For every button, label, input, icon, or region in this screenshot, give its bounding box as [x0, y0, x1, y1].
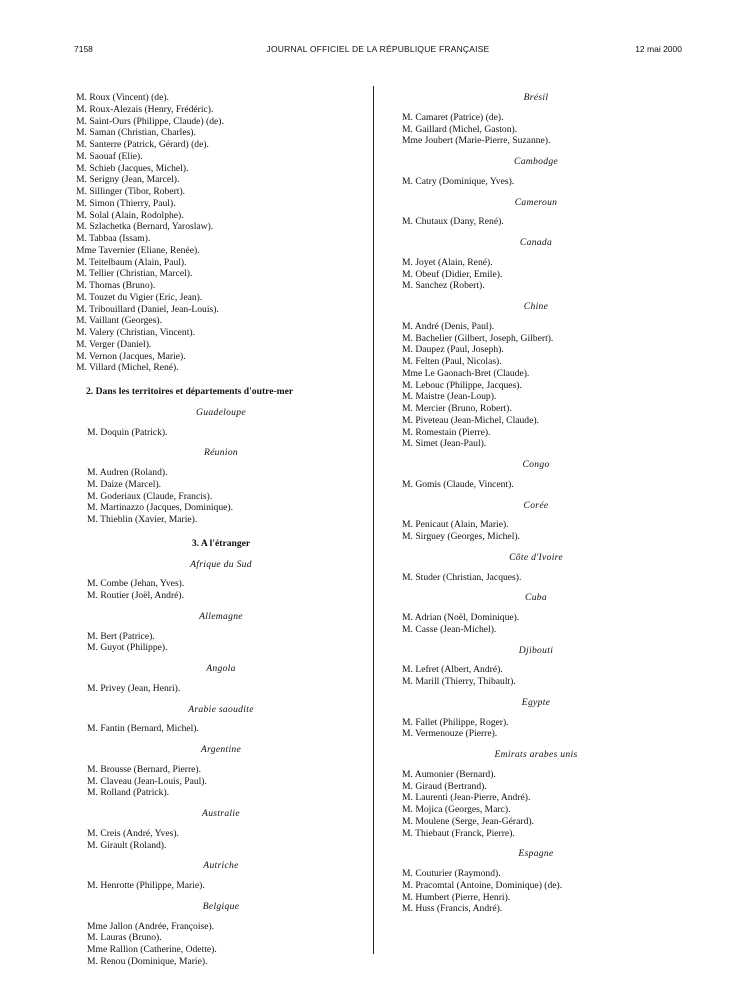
name-entry: M. Obeuf (Didier, Emile).: [402, 268, 503, 280]
name-entry: M. Maistre (Jean-Loup).: [402, 391, 497, 403]
name-entry: M. Girault (Roland).: [87, 839, 167, 851]
name-entry: M. Chutaux (Dany, René).: [402, 216, 504, 228]
name-entry: M. Vaillant (Georges).: [76, 315, 162, 327]
name-entry: M. Couturier (Raymond).: [402, 868, 501, 879]
country-heading: Emirats arabes unis: [494, 749, 578, 760]
name-entry: M. Catry (Dominique, Yves).: [402, 175, 515, 187]
name-entry: M. Sirguey (Georges, Michel).: [402, 531, 520, 542]
name-entry: M. Audren (Roland).: [87, 467, 168, 478]
country-heading: Autriche: [203, 860, 239, 872]
name-entry: M. Daupez (Paul, Joseph).: [402, 344, 504, 356]
journal-title: JOURNAL OFFICIEL DE LA RÉPUBLIQUE FRANÇAISE: [266, 44, 490, 54]
name-entry: M. Renou (Dominique, Marie).: [87, 955, 208, 967]
country-heading: Cuba: [525, 592, 547, 604]
name-entry: M. Santerre (Patrick, Gérard) (de).: [76, 139, 209, 150]
country-heading: Congo: [522, 459, 550, 470]
country-heading: Corée: [523, 499, 549, 511]
name-entry: M. Martinazzo (Jacques, Dominique).: [87, 502, 233, 514]
name-entry: M. Valery (Christian, Vincent).: [76, 327, 195, 338]
country-heading: Afrique du Sud: [190, 558, 252, 570]
name-entry: M. Piveteau (Jean-Michel, Claude).: [402, 414, 539, 426]
name-entry: M. Sanchez (Robert).: [402, 280, 485, 292]
name-entry: M. Vernon (Jacques, Marie).: [76, 350, 186, 362]
country-heading: Chine: [523, 301, 549, 312]
name-entry: Mme Tavernier (Eliane, Renée).: [76, 244, 200, 256]
name-entry: M. Roux (Vincent) (de).: [76, 92, 169, 103]
name-entry: M. Villard (Michel, René).: [76, 362, 179, 374]
name-entry: M. Roux-Alezais (Henry, Frédéric).: [76, 103, 214, 115]
country-groups: [391, 92, 681, 915]
name-entry: M. Adrian (Noël, Dominique).: [402, 612, 520, 623]
name-entry: M. Laurenti (Jean-Pierre, André).: [402, 792, 531, 804]
country-heading: Arabie saoudite: [188, 703, 254, 715]
name-entry: M. Vermenouze (Pierre).: [402, 728, 498, 740]
name-entry: M. Saouaf (Elie).: [76, 150, 143, 162]
country-heading: Belgique: [202, 900, 240, 912]
section-outre-mer-groups: [76, 407, 366, 526]
section-etranger-groups: [76, 559, 366, 968]
name-entry: M. Sillinger (Tibor, Robert).: [76, 186, 186, 197]
name-entry: M. Tribouillard (Daniel, Jean-Louis).: [76, 303, 219, 315]
country-heading: Réunion: [203, 447, 239, 459]
name-entry: M. Giraud (Bertrand).: [402, 780, 487, 792]
name-entry: M. Thieblin (Xavier, Marie).: [87, 514, 198, 525]
name-entry: M. Serigny (Jean, Marcel).: [76, 174, 180, 186]
country-heading: Angola: [206, 663, 236, 674]
name-entry: M. Penicaut (Alain, Marie).: [402, 519, 509, 531]
country-heading: Allemagne: [199, 610, 243, 622]
country-heading: Cambodge: [514, 156, 558, 167]
country-heading: Djibouti: [518, 644, 554, 656]
section-title-outre-mer: 2. Dans les territoires et départements d'outre-mer: [86, 386, 294, 397]
name-entry: M. Lefret (Albert, André).: [402, 664, 503, 676]
country-heading: Australie: [202, 808, 240, 819]
country-heading: Cameroun: [514, 196, 558, 208]
name-entry: M. Bert (Patrice).: [87, 630, 155, 642]
name-entry: M. Gaillard (Michel, Gaston).: [402, 123, 518, 135]
name-entry: M. Szlachetka (Bernard, Yaroslaw).: [76, 221, 214, 233]
country-heading: Canada: [519, 237, 553, 248]
name-entry: M. Daize (Marcel).: [87, 478, 162, 490]
name-entry: M. Privey (Jean, Henri).: [87, 682, 181, 694]
name-entry: M. Touzet du Vigier (Eric, Jean).: [76, 291, 203, 303]
name-entry: M. Lauras (Bruno).: [87, 932, 162, 944]
name-entry: M. Combe (Jehan, Yves).: [87, 578, 185, 590]
name-entry: Mme Le Gaonach-Bret (Claude).: [402, 367, 530, 379]
name-entry: M. Mojica (Georges, Marc).: [402, 804, 511, 815]
name-entry: M. Studer (Christian, Jacques).: [402, 571, 522, 583]
name-entry: M. Henrotte (Philippe, Marie).: [87, 880, 205, 891]
name-entry: M. Tellier (Christian, Marcel).: [76, 268, 193, 280]
page-header: [74, 44, 682, 58]
country-heading: Côte d'Ivoire: [509, 551, 563, 563]
name-entry: M. Schieb (Jacques, Michel).: [76, 162, 189, 174]
name-entry: M. Brousse (Bernard, Pierre).: [87, 763, 202, 775]
name-entry: M. Huss (Francis, André).: [402, 903, 503, 915]
name-entry: M. Saman (Christian, Charles).: [76, 127, 196, 139]
right-column: [391, 92, 681, 915]
name-entry: M. Saint-Ours (Philippe, Claude) (de).: [76, 115, 224, 127]
name-entry: M. Bachelier (Gilbert, Joseph, Gilbert).: [402, 332, 554, 344]
section-title-etranger: 3. A l'étranger: [191, 537, 251, 549]
name-entry: Mme Joubert (Marie-Pierre, Suzanne).: [402, 135, 551, 147]
name-entry: M. Camaret (Patrice) (de).: [402, 111, 504, 123]
country-heading: Espagne: [518, 848, 554, 860]
name-entry: M. Casse (Jean-Michel).: [402, 623, 497, 635]
name-entry: M. Goderiaux (Claude, Francis).: [87, 490, 213, 502]
name-list-continued: [76, 92, 366, 374]
name-entry: M. Verger (Daniel).: [76, 338, 152, 350]
country-heading: Egypte: [521, 696, 551, 708]
page-number: 7158: [74, 44, 93, 54]
name-entry: Mme Jallon (Andrée, Françoise).: [87, 920, 215, 932]
name-entry: M. Simon (Thierry, Paul).: [76, 197, 176, 209]
column-divider: [373, 86, 374, 954]
name-entry: M. Tabbaa (Issam).: [76, 233, 151, 244]
name-entry: M. Solal (Alain, Rodolphe).: [76, 209, 184, 221]
name-entry: M. Joyet (Alain, René).: [402, 256, 493, 268]
left-column: [76, 92, 366, 968]
name-entry: M. André (Denis, Paul).: [402, 320, 495, 332]
name-entry: M. Gomis (Claude, Vincent).: [402, 478, 514, 490]
name-entry: M. Fallet (Philippe, Roger).: [402, 716, 509, 728]
name-entry: M. Thomas (Bruno).: [76, 280, 156, 291]
name-entry: M. Fantin (Bernard, Michel).: [87, 723, 199, 735]
name-entry: M. Thiebaut (Franck, Pierre).: [402, 827, 515, 839]
name-entry: M. Romestain (Pierre).: [402, 426, 491, 438]
name-entry: M. Claveau (Jean-Louis, Paul).: [87, 775, 207, 787]
issue-date: 12 mai 2000: [635, 44, 682, 54]
name-entry: M. Lebouc (Philippe, Jacques).: [402, 379, 522, 391]
country-heading: Brésil: [523, 92, 549, 103]
name-entry: M. Marill (Thierry, Thibault).: [402, 676, 516, 687]
name-entry: M. Guyot (Philippe).: [87, 642, 168, 654]
name-entry: M. Pracomtal (Antoine, Dominique) (de).: [402, 879, 563, 891]
name-entry: M. Humbert (Pierre, Henri).: [402, 891, 511, 903]
name-entry: M. Routier (Joël, André).: [87, 590, 184, 601]
name-entry: M. Aumonier (Bernard).: [402, 768, 496, 780]
name-entry: M. Mercier (Bruno, Robert).: [402, 403, 512, 414]
name-entry: M. Moulene (Serge, Jean-Gérard).: [402, 815, 534, 827]
name-entry: M. Rolland (Patrick).: [87, 787, 170, 799]
name-entry: M. Felten (Paul, Nicolas).: [402, 356, 502, 367]
country-heading: Argentine: [200, 744, 242, 755]
name-entry: M. Creis (André, Yves).: [87, 827, 179, 839]
country-heading: Guadeloupe: [196, 406, 246, 418]
name-entry: M. Teitelbaum (Alain, Paul).: [76, 256, 187, 268]
name-entry: Mme Rallion (Catherine, Odette).: [87, 944, 217, 955]
name-entry: M. Doquin (Patrick).: [87, 426, 168, 438]
name-entry: M. Simet (Jean-Paul).: [402, 438, 487, 450]
